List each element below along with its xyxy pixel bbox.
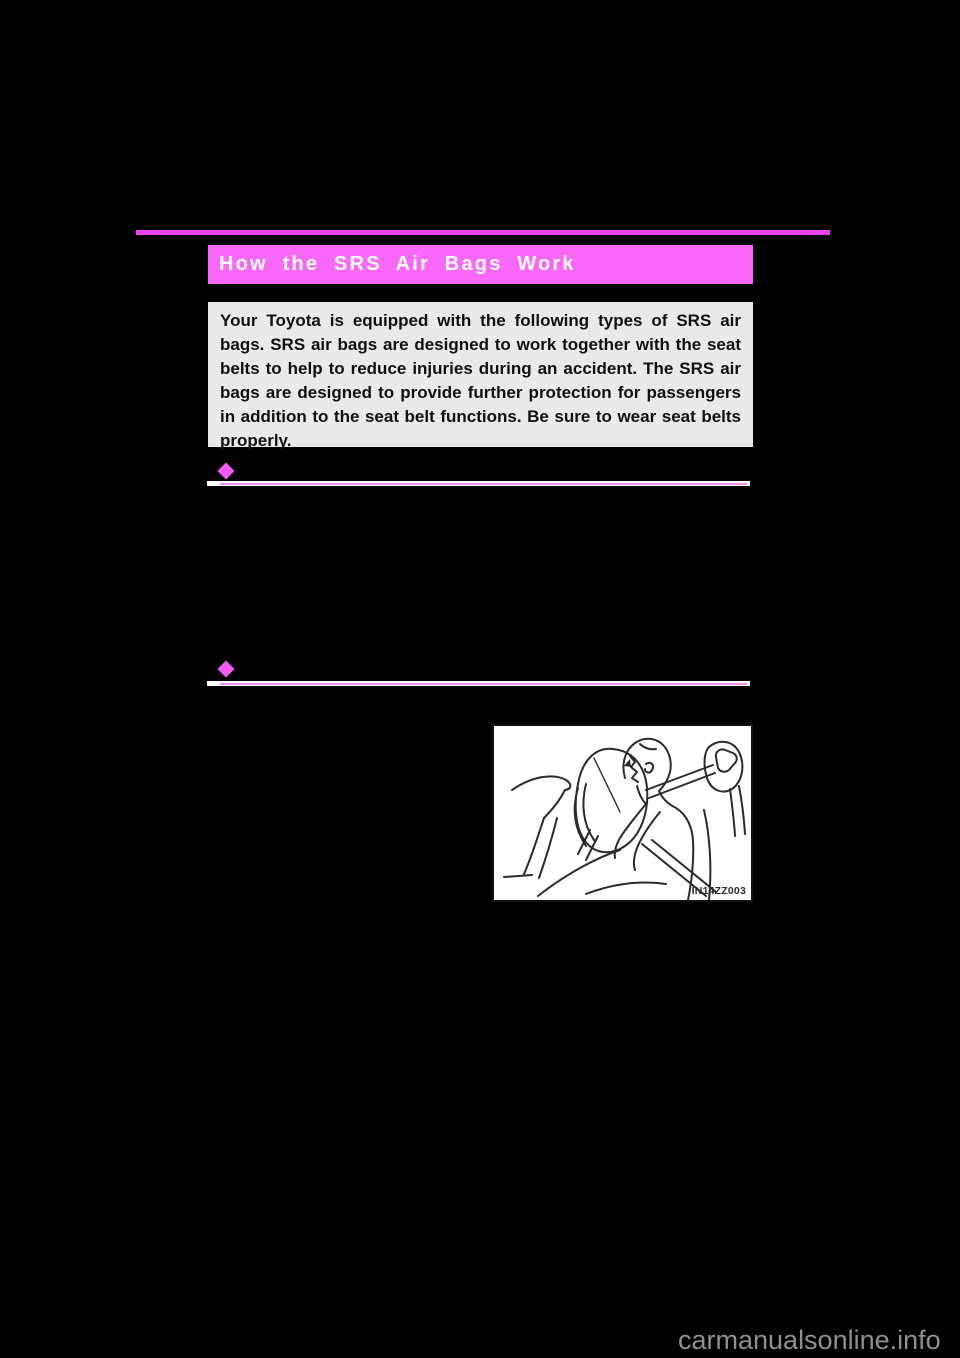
info-box — [208, 302, 753, 450]
airbag-line-art-icon — [494, 726, 751, 900]
divider-rule — [207, 681, 750, 686]
top-rule — [136, 230, 830, 235]
divider-rule-stripe — [220, 683, 747, 685]
page-title: How the SRS Air Bags Work — [219, 253, 576, 275]
figure-code: IN14ZZ003 — [691, 885, 746, 897]
watermark: carmanualsonline.info — [678, 1325, 941, 1355]
divider-rule-stripe — [220, 483, 747, 485]
airbag-illustration — [492, 724, 753, 902]
info-box-text: Your Toyota is equipped with the following types of SRS air bags. SRS air bags are designed to work together with the seat belts to help to reduce injuries during an accident. The SRS air bags are designed to provide further protection for passengers in addition to the seat belt functions. Be sure to wear seat belts properly. — [220, 311, 741, 450]
diamond-bullet-icon — [218, 463, 235, 480]
section-title-banner — [208, 245, 753, 284]
diamond-bullet-icon — [218, 661, 235, 678]
divider-rule — [207, 481, 750, 486]
